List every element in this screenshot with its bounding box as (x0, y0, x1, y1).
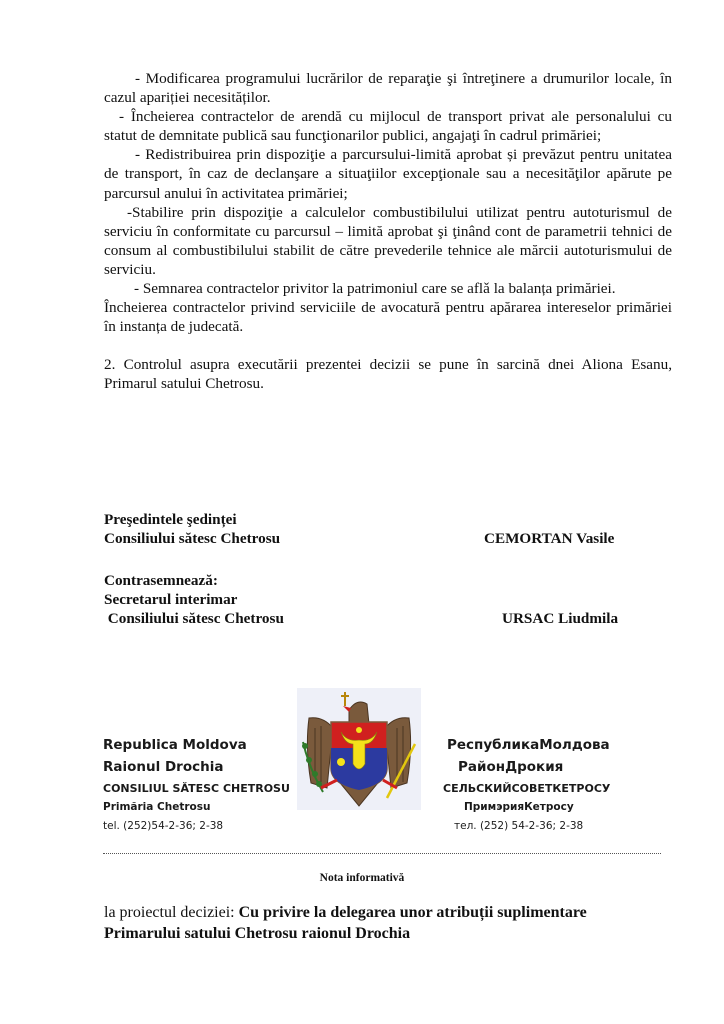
separator-dotted-line (103, 853, 661, 854)
letterhead-district-ro: Raionul Drochia (103, 759, 224, 775)
letterhead-phone-ro: tel. (252)54-2-36; 2-38 (103, 820, 224, 832)
delegation-item: - Semnarea contractelor privitor la patrimoniul care se aflǎ la balanța primăriei. (134, 280, 616, 298)
president-council: Consiliului sătesc Chetrosu (104, 530, 281, 547)
secretary-name: URSAC Liudmila (502, 610, 619, 627)
letterhead-council-ru: СЕЛЬСКИЙСОВЕТКЕТРОСУ (443, 782, 611, 795)
delegation-item: -Stabilire prin dispoziţie a calculelor combustibilului utilizat pentru autoturismul de serviciu în conformitate cu parcursul – limită aprobat şi ţinând cont de parametrii tehnici de consum al combustibilului stabilit de către prevederile tehnice ale mărcii autoturismului de serviciu. (104, 203, 672, 278)
note-subject-prefix: la proiectul deciziei: (104, 904, 239, 921)
countersign-label: Contrasemnează: (104, 572, 218, 589)
letterhead-country-ro: Republica Moldova (103, 737, 247, 753)
moldova-coat-of-arms-icon (297, 688, 421, 810)
secretary-title: Secretarul interimar (104, 591, 238, 608)
note-title: Nota informativă (319, 872, 405, 884)
control-clause: 2. Controlul asupra executării prezentei decizii se pune în sarcină dnei Aliona Esanu, Primarul satului Chetrosu. (104, 356, 672, 393)
delegation-item: - Redistribuirea prin dispoziţie a parcursului-limită aprobat și prevăzut pentru unitatea de transport, în caz de declanşare a situaţiilor excepţionale sau a necesităţilor apărute pe parcursul anului în activitatea primăriei; (104, 146, 672, 202)
letterhead-mayoralty-ru: ПримэрияКетросу (464, 801, 574, 813)
note-subject-line2: Primarului satului Chetrosu raionul Drochia (104, 925, 411, 942)
delegation-item: - Modificarea programului lucrărilor de reparaţie şi întreţinere a drumurilor locale, în cazul apariției necesităților. (104, 70, 672, 107)
secretary-council: Consiliului sătesc Chetrosu (104, 610, 284, 627)
delegation-item: - Încheierea contractelor de arendă cu mijlocul de transport privat ale personalului cu statut de demnitate publică sau funcţionarilor publici, angajaţi în cadrul primăriei; (104, 108, 672, 145)
letterhead-phone-ru: тел. (252) 54-2-36; 2-38 (454, 820, 584, 832)
letterhead-country-ru: РеспубликаМолдова (447, 737, 610, 753)
delegation-item: Încheierea contractelor privind serviciile de avocatură pentru apărarea intereselor primăriei în instanța de judecată. (104, 299, 672, 336)
letterhead-mayoralty-ro: Primăria Chetrosu (103, 801, 211, 813)
decision-body (104, 69, 672, 394)
note-subject-line1: Cu privire la delegarea unor atribuții suplimentare (238, 904, 587, 921)
letterhead-council-ro: CONSILIUL SĂTESC CHETROSU (103, 782, 290, 795)
letterhead-district-ru: РайонДрокия (458, 759, 564, 775)
president-name: CEMORTAN Vasile (484, 530, 615, 547)
note-subject (104, 902, 684, 944)
president-title: Preşedintele şedinței (104, 511, 237, 528)
